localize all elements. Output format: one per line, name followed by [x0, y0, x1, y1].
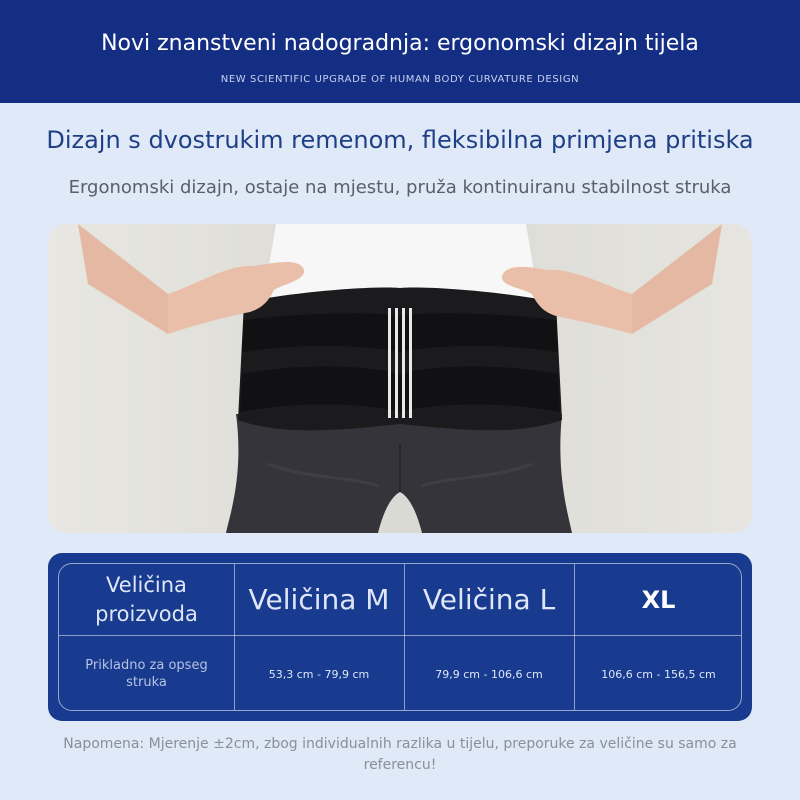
- sizing-note: Napomena: Mjerenje ±2cm, zbog individualnih razlika u tijelu, preporuke za veličine su samo za referencu!: [63, 736, 737, 773]
- waist-value-l: 79,9 cm - 106,6 cm: [435, 667, 543, 681]
- banner-title: Novi znanstveni nadogradnja: ergonomski dizajn tijela: [101, 31, 699, 56]
- top-banner: [0, 0, 800, 103]
- waist-value-m: 53,3 cm - 79,9 cm: [268, 667, 370, 681]
- waist-value-xl: 106,6 cm - 156,5 cm: [601, 667, 716, 681]
- size-header-l: Veličina L: [422, 583, 556, 616]
- size-header-xl: XL: [641, 585, 676, 614]
- main-heading: Dizajn s dvostrukim remenom, fleksibilna primjena pritiska: [46, 126, 754, 154]
- waist-row-label: Prikladno za opseg struka: [85, 658, 208, 690]
- waist-belt-photo: [48, 224, 752, 533]
- size-header-label: Veličina proizvoda: [95, 572, 198, 626]
- waist-belt-back-view-icon: [48, 224, 752, 533]
- sub-heading: Ergonomski dizajn, ostaje na mjestu, pruža kontinuiranu stabilnost struka: [68, 177, 732, 198]
- size-header-m: Veličina M: [248, 583, 390, 616]
- size-table: [58, 563, 742, 711]
- size-chart-panel: [48, 553, 752, 721]
- banner-subtitle: NEW SCIENTIFIC UPGRADE OF HUMAN BODY CURVATURE DESIGN: [220, 74, 580, 85]
